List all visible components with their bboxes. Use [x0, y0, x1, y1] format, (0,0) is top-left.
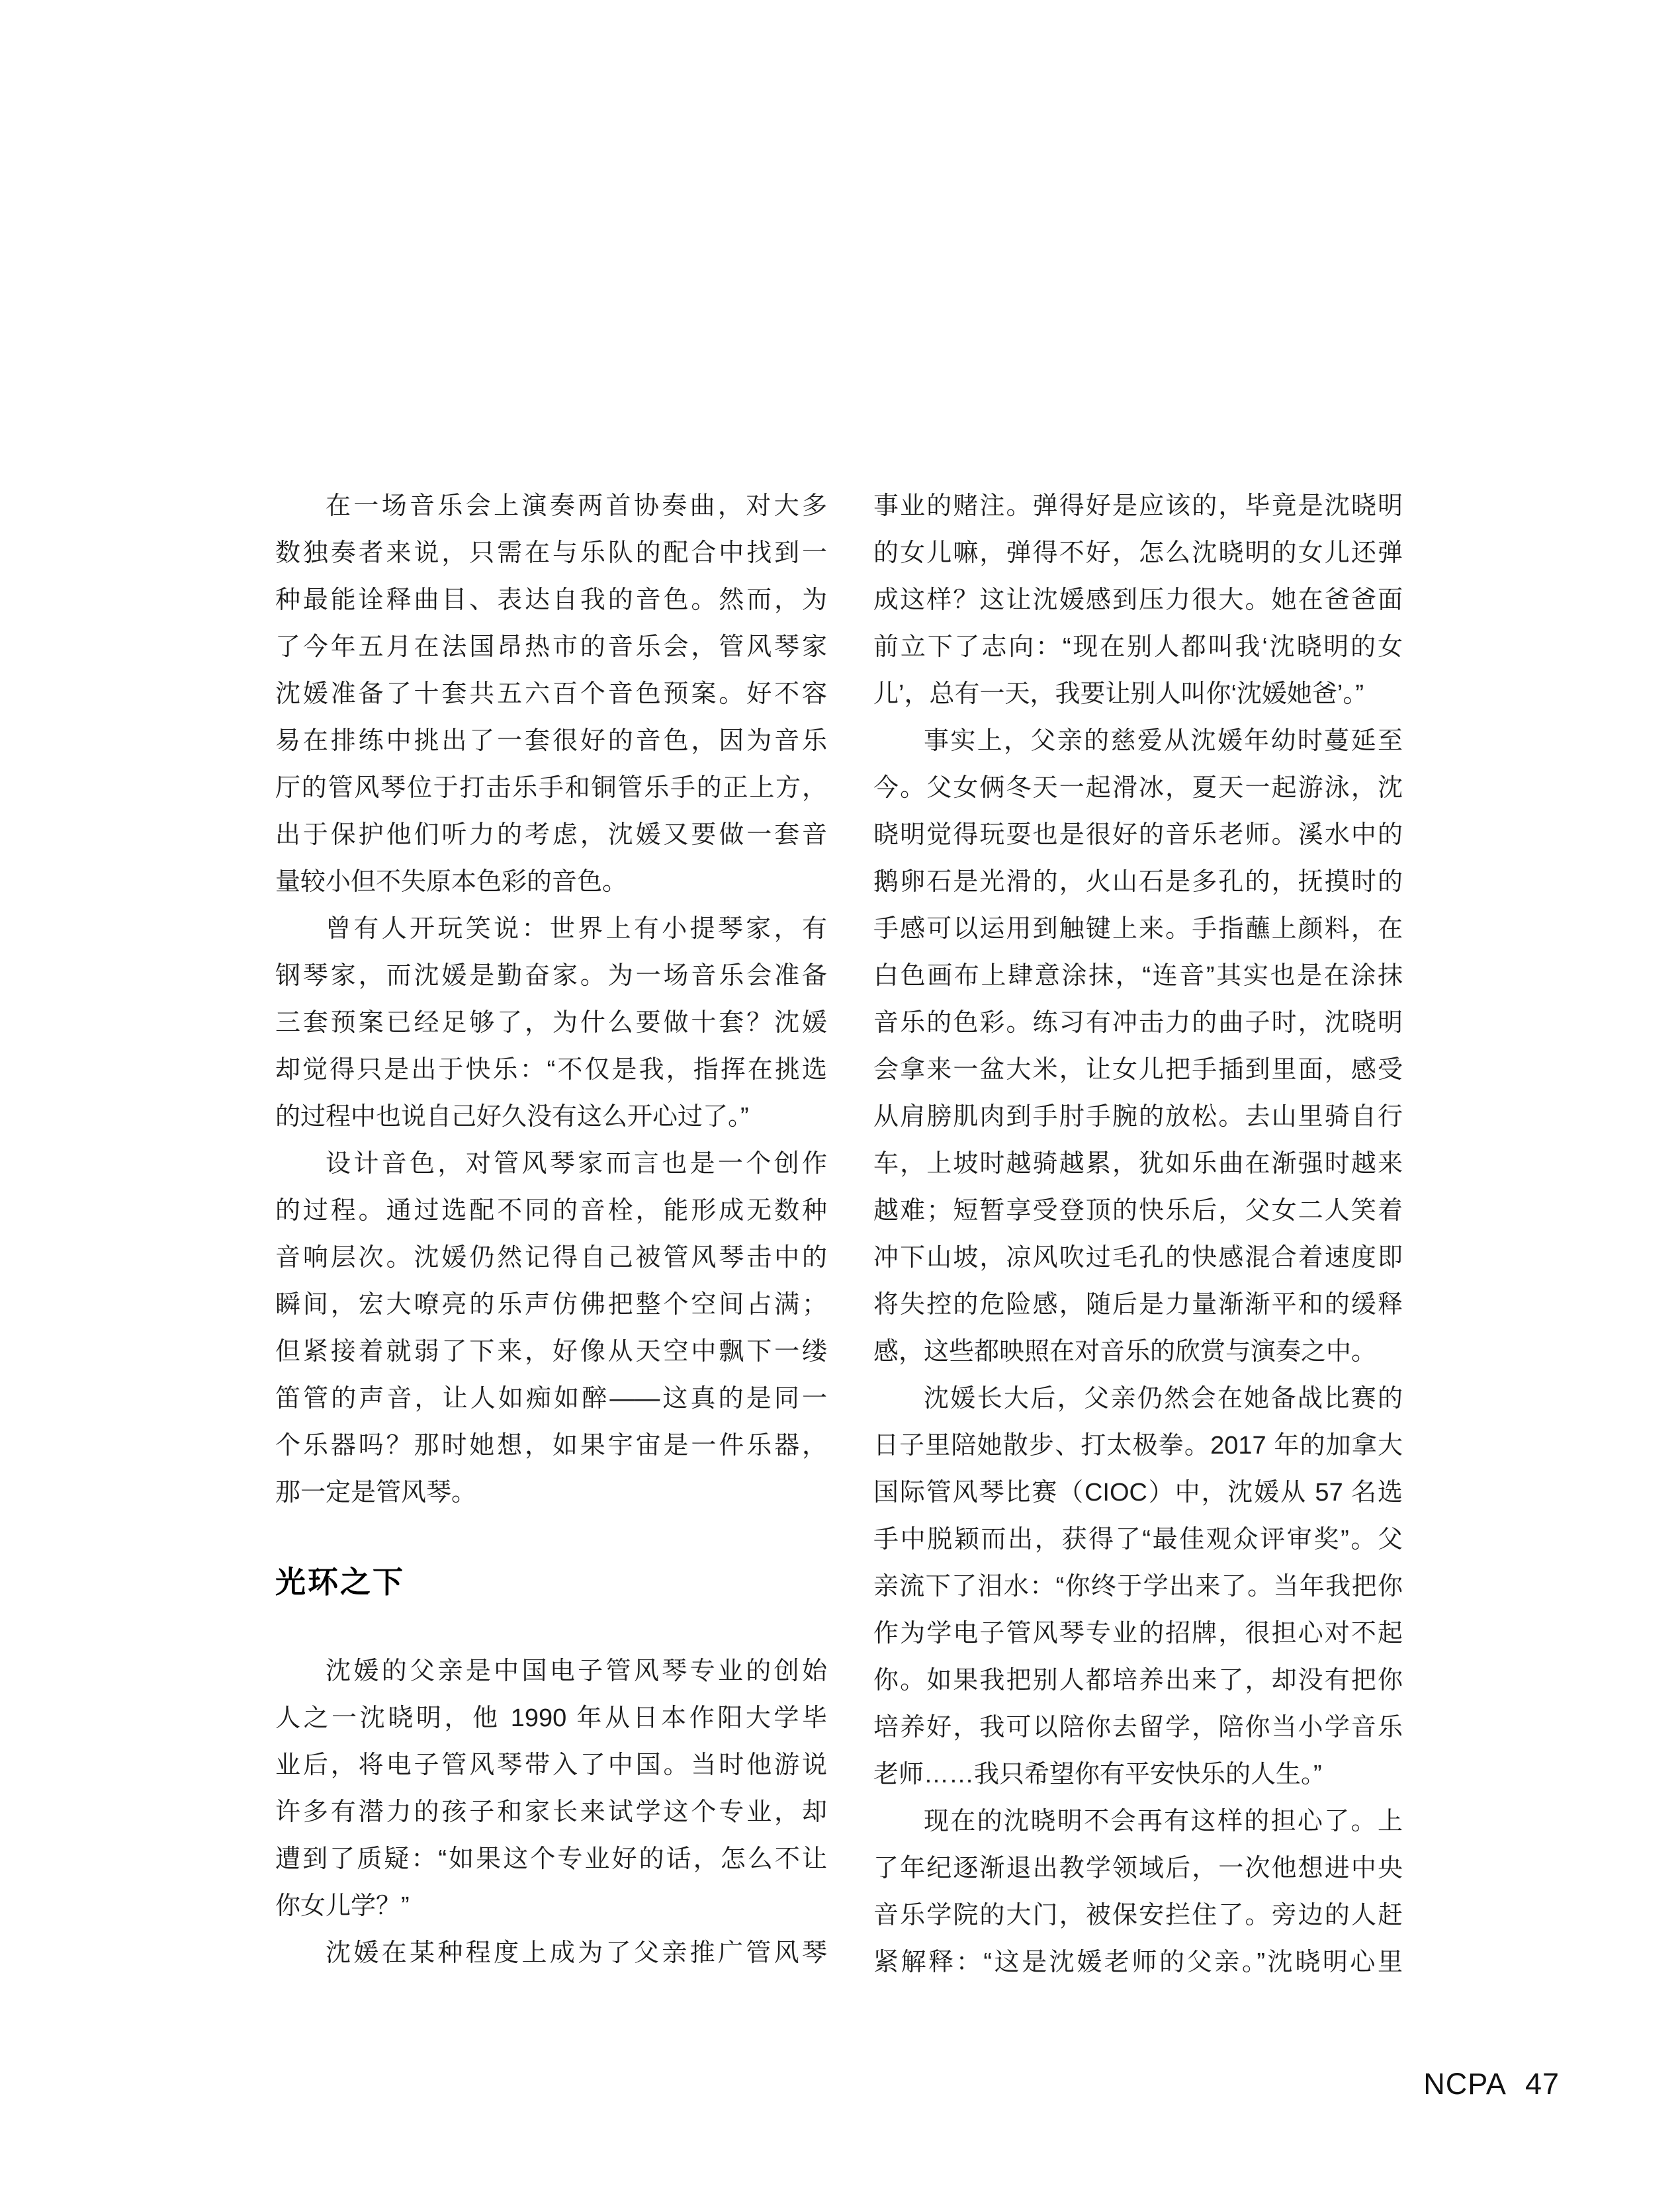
text-line: 在一场音乐会上演奏两首协奏曲，对大多 — [326, 492, 827, 520]
text-line: 作为学电子管风琴专业的招牌，很担心对不起 — [873, 1620, 1403, 1647]
text-line: 培养好，我可以陪你去留学，陪你当小学音乐 — [873, 1714, 1403, 1741]
text-line: 厅的管风琴位于打击乐手和铜管乐手的正上方， — [275, 774, 827, 802]
text-line: 手感可以运用到触键上来。手指蘸上颜料，在 — [873, 915, 1403, 943]
text-line: 前立下了志向：“现在别人都叫我‘沈晓明的女 — [873, 633, 1403, 661]
text-line: 鹅卵石是光滑的，火山石是多孔的，抚摸时的 — [873, 868, 1403, 896]
text-line: 成这样？这让沈媛感到压力很大。她在爸爸面 — [873, 586, 1403, 614]
text-line: 但紧接着就弱了下来，好像从天空中飘下一缕 — [275, 1338, 827, 1366]
text-line: 量较小但不失原本色彩的音色。 — [275, 868, 628, 896]
text-line: 却觉得只是出于快乐：“不仅是我，指挥在挑选 — [275, 1056, 827, 1084]
text-line: 会拿来一盆大米，让女儿把手插到里面，感受 — [873, 1056, 1403, 1084]
text-line: 国际管风琴比赛（CIOC）中，沈媛从 57 名选 — [873, 1479, 1403, 1507]
text-line: 今。父女俩冬天一起滑冰，夏天一起游泳，沈 — [873, 774, 1403, 802]
text-line: 事实上，父亲的慈爱从沈媛年幼时蔓延至 — [924, 727, 1403, 755]
text-line: 设计音色，对管风琴家而言也是一个创作 — [326, 1150, 827, 1178]
text-line: 易在排练中挑出了一套很好的音色，因为音乐 — [275, 727, 827, 755]
text-line: 笛管的声音，让人如痴如醉——这真的是同一 — [275, 1385, 827, 1413]
text-line: 数独奏者来说，只需在与乐队的配合中找到一 — [275, 539, 827, 567]
text-line: 沈媛的父亲是中国电子管风琴专业的创始 — [326, 1657, 827, 1685]
text-line: 你女儿学？” — [275, 1892, 410, 1920]
text-line: 的女儿嘛，弹得不好，怎么沈晓明的女儿还弹 — [873, 539, 1403, 567]
text-line: 音乐学院的大门，被保安拦住了。旁边的人赶 — [873, 1902, 1403, 1929]
text-line: 手中脱颖而出，获得了“最佳观众评审奖”。父 — [873, 1526, 1403, 1553]
text-line: 日子里陪她散步、打太极拳。2017 年的加拿大 — [873, 1432, 1403, 1460]
section-heading: 光环之下 — [275, 1565, 405, 1599]
paragraph — [873, 718, 1403, 1376]
text-line: 的过程。通过选配不同的音栓，能形成无数种 — [275, 1197, 827, 1225]
text-line: 冲下山坡，凉风吹过毛孔的快感混合着速度即 — [873, 1244, 1403, 1272]
text-line: 个乐器吗？那时她想，如果宇宙是一件乐器， — [275, 1432, 827, 1460]
text-line: 儿’，总有一天，我要让别人叫你‘沈媛她爸’。” — [873, 680, 1364, 708]
text-line: 沈媛长大后，父亲仍然会在她备战比赛的 — [924, 1385, 1403, 1413]
text-line: 那一定是管风琴。 — [275, 1479, 477, 1507]
text-line: 的过程中也说自己好久没有这么开心过了。” — [275, 1103, 749, 1131]
text-line: 将失控的危险感，随后是力量渐渐平和的缓释 — [873, 1291, 1403, 1319]
text-line: 钢琴家，而沈媛是勤奋家。为一场音乐会准备 — [275, 962, 827, 990]
text-line: 白色画布上肆意涂抹，“连音”其实也是在涂抹 — [873, 962, 1403, 990]
paragraph — [873, 483, 1403, 718]
article-column-left — [275, 483, 827, 1977]
text-line: 现在的沈晓明不会再有这样的担心了。上 — [924, 1808, 1403, 1835]
text-line: 沈媛准备了十套共五六百个音色预案。好不容 — [275, 680, 827, 708]
text-line: 事业的赌注。弹得好是应该的，毕竟是沈晓明 — [873, 492, 1403, 520]
text-line: 沈媛在某种程度上成为了父亲推广管风琴 — [326, 1939, 827, 1967]
text-line: 瞬间，宏大嘹亮的乐声仿佛把整个空间占满； — [275, 1291, 827, 1319]
page-footer — [1423, 2067, 1560, 2101]
paragraph — [275, 1930, 827, 1977]
magazine-name: NCPA — [1423, 2067, 1507, 2101]
text-line: 三套预案已经足够了，为什么要做十套？沈媛 — [275, 1009, 827, 1037]
text-line: 出于保护他们听力的考虑，沈媛又要做一套音 — [275, 821, 827, 849]
page-number: 47 — [1525, 2067, 1560, 2101]
text-line: 车，上坡时越骑越累，犹如乐曲在渐强时越来 — [873, 1150, 1403, 1178]
text-line: 音响层次。沈媛仍然记得自己被管风琴击中的 — [275, 1244, 827, 1272]
text-line: 亲流下了泪水：“你终于学出来了。当年我把你 — [873, 1573, 1403, 1600]
text-line: 感，这些都映照在对音乐的欣赏与演奏之中。 — [873, 1338, 1377, 1366]
text-line: 从肩膀肌肉到手肘手腕的放松。去山里骑自行 — [873, 1103, 1403, 1131]
article-column-right — [873, 483, 1403, 1986]
text-line: 人之一沈晓明，他 1990 年从日本作阳大学毕 — [275, 1704, 827, 1732]
paragraph — [873, 1376, 1403, 1798]
text-line: 老师……我只希望你有平安快乐的人生。” — [873, 1761, 1322, 1788]
text-line: 许多有潜力的孩子和家长来试学这个专业，却 — [275, 1798, 827, 1826]
text-line: 音乐的色彩。练习有冲击力的曲子时，沈晓明 — [873, 1009, 1403, 1037]
text-line: 曾有人开玩笑说：世界上有小提琴家，有 — [326, 915, 827, 943]
text-line: 种最能诠释曲目、表达自我的音色。然而，为 — [275, 586, 827, 614]
paragraph — [275, 906, 827, 1141]
text-line: 紧解释：“这是沈媛老师的父亲。”沈晓明心里 — [873, 1948, 1403, 1976]
text-line: 晓明觉得玩耍也是很好的音乐老师。溪水中的 — [873, 821, 1403, 849]
text-line: 了今年五月在法国昂热市的音乐会，管风琴家 — [275, 633, 827, 661]
text-line: 了年纪逐渐退出教学领域后，一次他想进中央 — [873, 1855, 1403, 1882]
text-line: 业后，将电子管风琴带入了中国。当时他游说 — [275, 1751, 827, 1779]
text-line: 遭到了质疑：“如果这个专业好的话，怎么不让 — [275, 1845, 827, 1873]
paragraph — [275, 1648, 827, 1930]
text-line: 你。如果我把别人都培养出来了，却没有把你 — [873, 1667, 1403, 1694]
paragraph — [873, 1798, 1403, 1986]
paragraph — [275, 1141, 827, 1516]
text-line: 越难；短暂享受登顶的快乐后，父女二人笑着 — [873, 1197, 1403, 1225]
paragraph — [275, 483, 827, 906]
